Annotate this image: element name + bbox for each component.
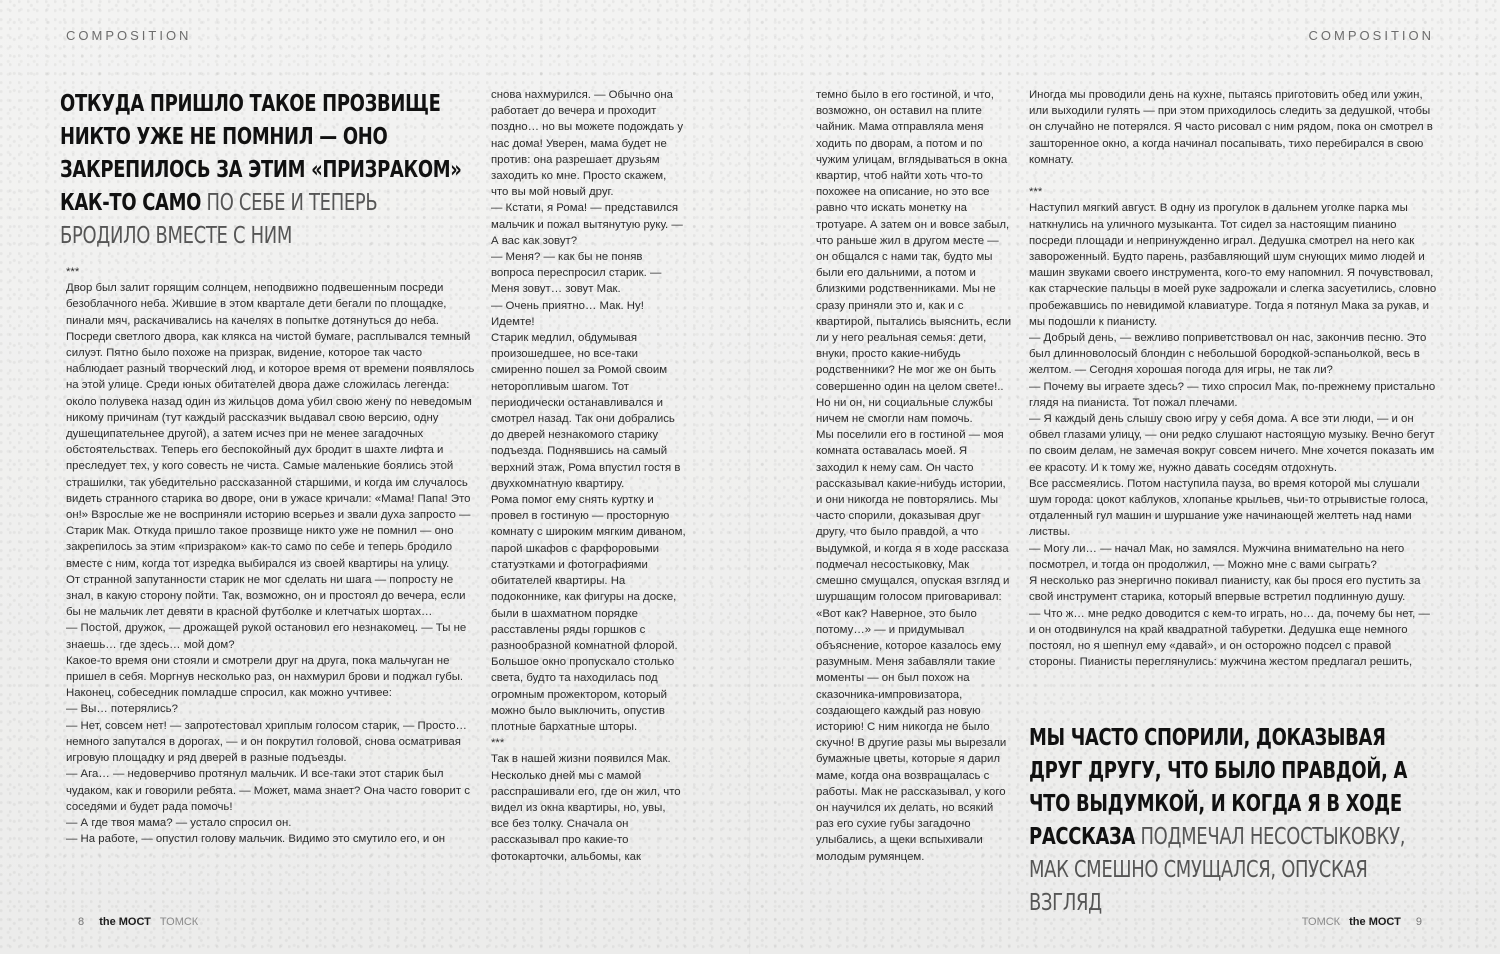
pull-quote-right bbox=[1029, 722, 1439, 920]
page-number-left: 8 bbox=[78, 916, 85, 928]
article-column-2: снова нахмурился. — Обычно она работает до вечера и проходит поздно… но вы можете подождать у нас дома! Уверен, мама будет не против: она разрешает друзьям заходить ко мне. Просто скажем, что вы мой новый друг. — Кстати, я Рома! — представился мальчик и пожал вытянутую руку. — А вас как зовут? — Меня? — как бы не поняв вопроса переспросил старик. — Меня зовут… зовут Мак. — Очень приятно… Мак. Ну! Идемте! Старик медлил, обдумывая произошедшее, но все-таки смиренно пошел за Ромой своим неторопливым шагом. Тот периодически останавливался и смотрел назад. Так они добрались до дверей незнакомого старику подъезда. Поднявшись на самый верхний этаж, Рома впустил гостя в двухкомнатную квартиру. Рома помог ему снять куртку и провел в гостиную — просторную комнату с широким мягким диваном, парой шкафов с фарфоровыми статуэтками и фотографиями обитателей квартиры. На подоконнике, как фигуры на доске, были в шахматном порядке расставлены ряды горшков с разнообразной комнатной флорой. Большое окно пропускало столько света, будто та находилась под огромным прожектором, который можно было выключить, опустив плотные бархатные шторы. *** Так в нашей жизни появился Мак. Несколько дней мы с мамой расспрашивали его, где он жил, что видел из окна квартиры, но, увы, все без толку. Сначала он рассказывал про какие-то фотокарточки, альбомы, как bbox=[491, 89, 686, 863]
section-label-right: COMPOSITION bbox=[1308, 28, 1434, 43]
footer-left bbox=[66, 916, 204, 928]
footer-right bbox=[1296, 916, 1434, 928]
magazine-city-left: ТОМСК bbox=[159, 916, 199, 928]
article-column-4: Иногда мы проводили день на кухне, пытаясь приготовить обед или ужин, или выходили гулять — при этом приходилось следить за дедушкой, чтобы он случайно не потерялся. Я часто рисовал с ним рядом, пока он смотрел в зашторенное окно, а когда начинал посапывать, тихо перебирался в свою комнату. *** Наступил мягкий август. В одну из прогулок в дальнем уголке парка мы наткнулись на уличного музыканта. Тот сидел за настоящим пианино посреди площади и непринужденно играл. Дедушка смотрел на него как завороженный. Будто парень, разбавляющий шум снующих мимо людей и машин звуками своего инструмента, кого-то ему напомнил. Я почувствовал, как старческие пальцы в моей руке задрожали и слегка засуетились, словно пробежавшись по невидимой клавиатуре. Тогда я потянул Мака за рукав, и мы подошли к пианисту. — Добрый день, — вежливо поприветствовал он нас, закончив песню. Это был длинноволосый блондин с небольшой бородкой-эспаньолкой, весь в желтом. — Сегодня хорошая погода для игры, не так ли? — Почему вы играете здесь? — тихо спросил Мак, по-прежнему пристально глядя на пианиста. Тот пожал плечами. — Я каждый день слышу свою игру у себя дома. А все эти люди, — и он обвел глазами улицу, — они редко слушают настоящую музыку. Вечно бегут по своим делам, не замечая вокруг совсем ничего. Мне хочется показать им ее красоту. И к тому же, нужно давать соседям отдохнуть. Все рассмеялись. Потом наступила пауза, во время которой мы слушали шум города: цокот каблуков, хлопанье крыльев, чьи-то отрывистые голоса, отдаленный гул машин и шуршание уже начинающей желтеть над нами листвы. — Могу ли… — начал Мак, но замялся. Мужчина внимательно на него посмотрел, и тогда он продолжил, — Можно мне с вами сыграть? Я несколько раз энергично покивал пианисту, как бы прося его пустить за свой инструмент старика, который впервые встретил подлинную душу. — Что ж… мне редко доводится с кем-то играть, но… да, почему бы нет, — и он отодвинулся на край квадратной табуретки. Дедушка еще немного постоял, но я шепнул ему «давай», и он осторожно подсел с правой стороны. Пианисты переглянулись: мужчина жестом предлагал решить, bbox=[1029, 89, 1437, 669]
page-number-right: 9 bbox=[1415, 916, 1422, 928]
pull-quote-left-light: ПО СЕБЕ И ТЕПЕРЬ БРОДИЛО ВМЕСТЕ С НИМ bbox=[60, 190, 378, 249]
pull-quote-right-bold: МЫ ЧАСТО СПОРИЛИ, ДОКАЗЫВАЯ ДРУГ ДРУГУ, ЧТО БЫЛО ПРАВДОЙ, А ЧТО ВЫДУМКОЙ, И КОГДА Я В ХОДЕ РАССКАЗА bbox=[1029, 725, 1408, 850]
page-gutter bbox=[749, 0, 751, 954]
pull-quote-left bbox=[60, 88, 470, 253]
magazine-brand-right: the МОСТ bbox=[1349, 916, 1401, 928]
magazine-brand-left: the МОСТ bbox=[99, 916, 151, 928]
article-column-3: темно было в его гостиной, и что, возможно, он оставил на плите чайник. Мама отправляла меня ходить по дворам, а потом и по чужим улицам, вглядываться в окна квартир, чтоб найти хоть что-то похожее на описание, но это все равно что искать монетку на тротуаре. А затем он и вовсе забыл, что раньше жил в другом месте — он общался с нами так, будто мы были его дальними, а потом и близкими родственниками. Мы не сразу приняли это и, как и с квартирой, пытались выяснить, если ли у него реальная семья: дети, внуки, просто какие-нибудь родственники? Не мог же он быть совершенно один на целом свете!.. Но ни он, ни социальные службы ничем не смогли нам помочь. Мы поселили его в гостиной — моя комната оставалась моей. Я заходил к нему сам. Он часто рассказывал какие-нибудь истории, и они никогда не повторялись. Мы часто спорили, доказывая друг другу, что было правдой, а что выдумкой, и когда я в ходе рассказа подмечал несостыковку, Мак смешно смущался, опуская взгляд и шуршащим голосом приговаривал: «Вот как? Наверное, это было потому…» — и придумывал объяснение, которое казалось ему разумным. Меня забавляли такие моменты — он был похож на сказочника-импровизатора, создающего каждый раз новую историю! С ним никогда не было скучно! В другие разы мы вырезали бумажные цветы, которые я дарил маме, когда она возвращалась с работы. Мак не рассказывал, у кого он научился их делать, но всякий раз его сухие губы загадочно улыбались, а щеки вспыхивали молодым румянцем. bbox=[816, 89, 1012, 863]
pull-quote-right-light: ПОДМЕЧАЛ НЕСОСТЫКОВКУ, МАК СМЕШНО СМУЩАЛСЯ, ОПУСКАЯ ВЗГЛЯД bbox=[1029, 824, 1406, 916]
article-column-1: *** Двор был залит горящим солнцем, неподвижно подвешенным посреди безоблачного неба. Жившие в этом квартале дети бегали по площадке, пинали мяч, раскачивались на качелях в попытке дотянуться до неба. Посреди светлого двора, как клякса на чистой бумаге, расплывался темный силуэт. Пятно было похоже на призрак, видение, которое так часто наблюдает разный творческий люд, и которое время от времени появлялось на этой улице. Среди юных обитателей двора даже сложилась легенда: около полувека назад один из жильцов дома убил свою жену по неведомым никому причинам (тут каждый рассказчик выдавал свою версию, одну душещипательнее другой), а затем исчез при не менее загадочных обстоятельствах. Теперь его беспокойный дух бродит в шахте лифта и преследует тех, у кого совесть не чиста. Самые маленькие боялись этой страшилки, так убедительно рассказанной старшими, и когда им случалось видеть странного старика во дворе, они в ужасе кричали: «Мама! Папа! Это он!» Взрослые же не восприняли историю всерьез и звали духа запросто — Старик Мак. Откуда пришло такое прозвище никто уже не помнил — оно закрепилось за этим «призраком» как-то само по себе и теперь бродило вместе с ним, когда тот изредка выбирался из своей квартиры на улицу. От странной запутанности старик не мог сделать ни шага — попросту не знал, в какую сторону пойти. Так, возможно, он и простоял до вечера, если бы не мальчик лет девяти в красной футболке и клетчатых шортах… — Постой, дружок, — дрожащей рукой остановил его незнакомец. — Ты не знаешь… где здесь… мой дом? Какое-то время они стояли и смотрели друг на друга, пока мальчуган не пришел в себя. Моргнув несколько раз, он нахмурил брови и поджал губы. Наконец, собеседник помладше спросил, как можно учтивее: — Вы… потерялись? — Нет, совсем нет! — запротестовал хриплым голосом старик, — Просто… немного запутался в дорогах, — и он покрутил головой, снова осматривая игровую площадку и ряд дверей в разные подъезды. — Ага… — недоверчиво протянул мальчик. И все-таки этот старик был чудаком, как и говорили ребята. — Может, мама знает? Она часто говорит с соседями и будет рада помочь! — А где твоя мама? — устало спросил он. — На работе, — опустил голову мальчик. Видимо это смутило его, и он bbox=[66, 266, 475, 846]
pull-quote-left-bold: ОТКУДА ПРИШЛО ТАКОЕ ПРОЗВИЩЕ НИКТО УЖЕ НЕ ПОМНИЛ — ОНО ЗАКРЕПИЛОСЬ ЗА ЭТИМ «ПРИЗРАКОМ» КАК-ТО САМО bbox=[60, 91, 462, 216]
magazine-city-right: ТОМСК bbox=[1301, 916, 1341, 928]
section-label-left: COMPOSITION bbox=[66, 28, 192, 43]
